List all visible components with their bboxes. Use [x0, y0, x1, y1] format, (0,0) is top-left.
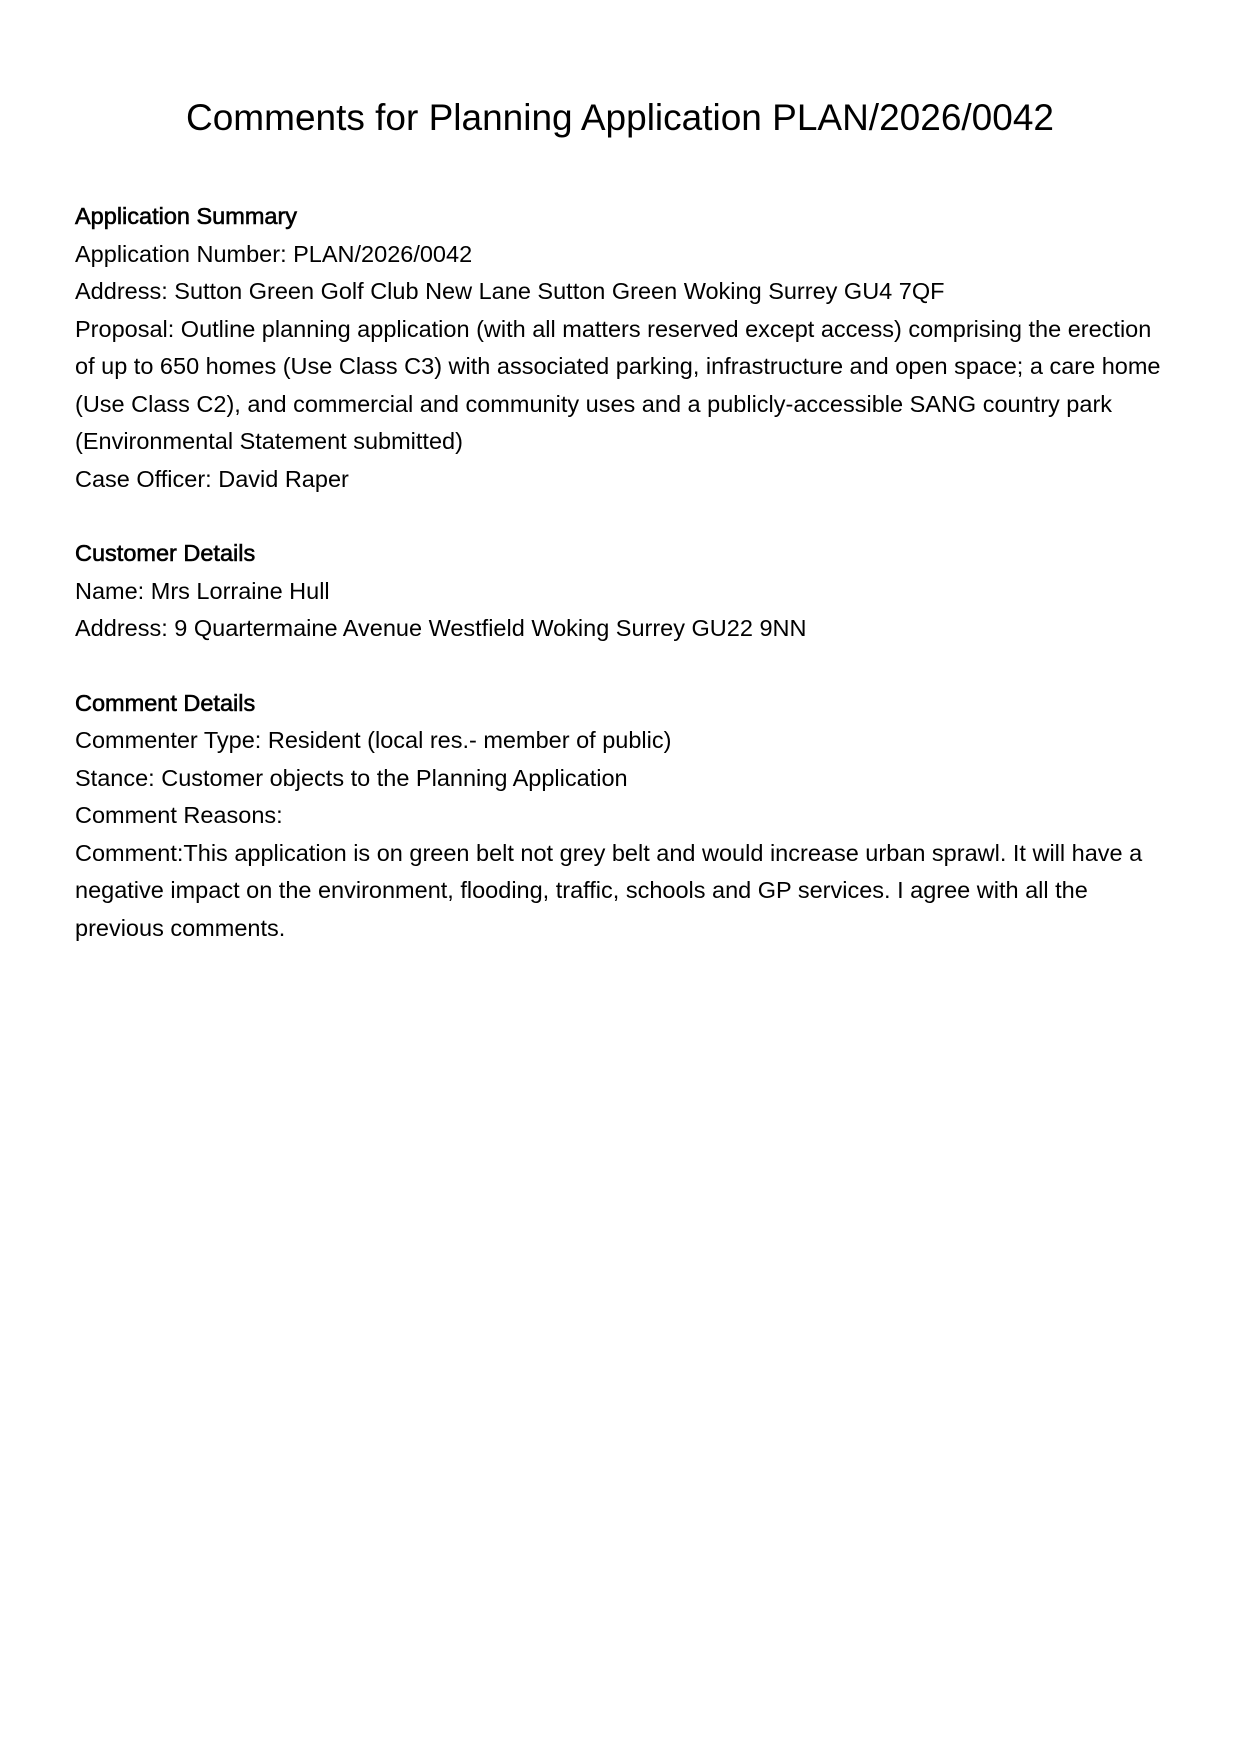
comment-stance: Stance: Customer objects to the Planning Application — [75, 764, 628, 791]
comment-details-heading: Comment Details — [75, 689, 256, 716]
application-summary-heading: Application Summary — [75, 203, 298, 229]
application-number: Application Number: PLAN/2026/0042 — [75, 240, 473, 267]
case-officer: Case Officer: David Raper — [75, 465, 349, 492]
page-title: Comments for Planning Application PLAN/2026/0042 — [186, 97, 1054, 138]
document-content — [75, 198, 1175, 984]
application-address: Address: Sutton Green Golf Club New Lane Sutton Green Woking Surrey GU4 7QF — [75, 278, 945, 304]
application-summary-section — [75, 198, 1175, 498]
customer-address: Address: 9 Quartermaine Avenue Westfield Woking Surrey GU22 9NN — [75, 615, 807, 641]
customer-details-section — [75, 535, 1175, 648]
application-proposal: Proposal: Outline planning application (with all matters reserved except access) comprising the erection of up to 650 homes (Use Class C3) with associated parking, infrastructure and open space; a care home (Use Class C2), and commercial and community uses and a publicly-accessible SANG country park (Environmental Statement submitted) — [75, 315, 1161, 454]
commenter-type: Commenter Type: Resident (local res.- member of public) — [75, 727, 672, 753]
comment-text: Comment:This application is on green belt not grey belt and would increase urban sprawl. It will have a negative impact on the environment, flooding, traffic, schools and GP services. I agree with all the previous comments. — [75, 839, 1143, 941]
comment-reasons: Comment Reasons: — [75, 802, 283, 828]
customer-name: Name: Mrs Lorraine Hull — [75, 577, 330, 604]
customer-details-heading: Customer Details — [75, 540, 256, 566]
comment-details-section — [75, 685, 1175, 948]
